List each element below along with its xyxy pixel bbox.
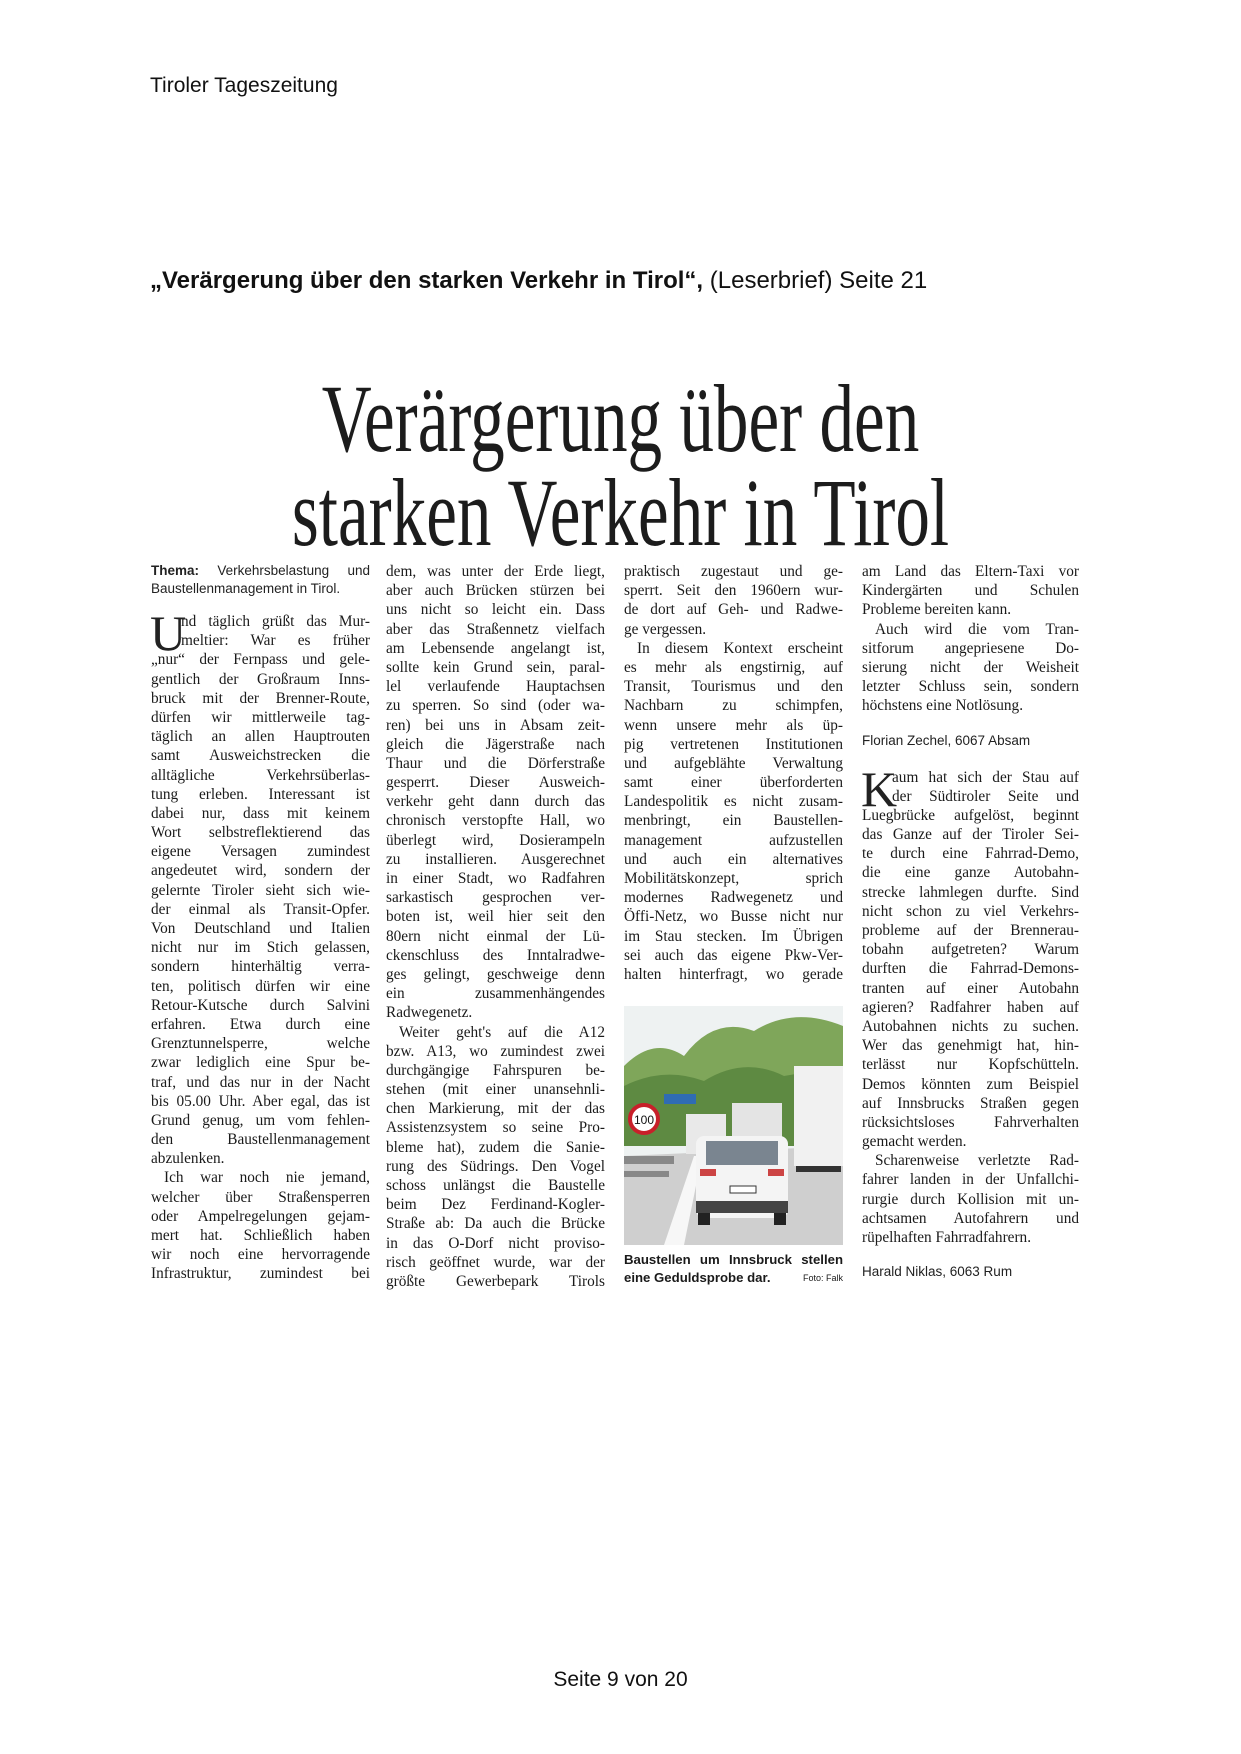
text-line: zu installieren. Ausgerechnet (386, 850, 605, 868)
text-line: traf, und das nur in der Nacht (151, 1073, 370, 1091)
text-line: Nachbarn zu schimpfen, (624, 697, 843, 715)
text-line: bleme hat), zudem die Sanie- (386, 1138, 605, 1156)
text-line: stehen (mit einer unansehnli- (386, 1081, 605, 1099)
text-line: eigene Versagen zumindest (151, 843, 370, 861)
text-line: gentlich der Großraum Inns- (151, 670, 370, 688)
text-line: modernes Radwegenetz und (624, 889, 843, 907)
text-line: Kindergärten und Schulen (862, 582, 1079, 600)
text-line: Von Deutschland und Italien (151, 920, 370, 937)
caption-text: Baustellen um Innsbruck stellen (624, 1252, 843, 1268)
text-line: probleme auf der Brennerau- (862, 922, 1079, 939)
text-line: praktisch zugestaut und ge- (624, 563, 843, 580)
text-line: te durch eine Fahrrad-Demo, (862, 845, 1079, 863)
text-line: Radwegenetz. (386, 1004, 473, 1022)
text-line: management aufzustellen (624, 831, 843, 849)
headline-line-2: starken Verkehr in Tirol (291, 459, 950, 566)
text-line: rücksichtsloses Fahrverhalten (862, 1113, 1079, 1131)
paragraph (862, 1151, 1079, 1247)
thema-text: Baustellenmanagement in Tirol. (151, 581, 341, 596)
text-line: beim Dez Ferdinand-Kogler- (386, 1196, 605, 1214)
text-line: halten hinterfragt, wo gerade (624, 965, 843, 983)
paragraph (862, 620, 1079, 716)
text-line: aber das Straßennetz vielfach (386, 620, 605, 638)
text-line: chronisch verstopfte Hall, wo (386, 812, 605, 830)
text-line: bis 05.00 Uhr. Aber egal, das ist (151, 1092, 370, 1110)
text-line: tranten auf einer Autobahn (862, 979, 1079, 997)
text-line: es mehr als engstirnig, auf (624, 658, 843, 676)
author-signature: Harald Niklas, 6063 Rum (862, 1264, 1013, 1280)
text-line: achtsamen Autofahrern und (862, 1209, 1079, 1227)
text-line: Scharenweise verletzte Rad- (875, 1152, 1079, 1170)
text-line: Ich war noch nie jemand, (164, 1169, 370, 1187)
text-line: 80ern nicht einmal der Lü- (386, 927, 605, 945)
column-2 (386, 562, 605, 1291)
caption-line (624, 1251, 843, 1269)
text-line: Grund genug, um vom fehlen- (151, 1111, 370, 1129)
text-line: sondern hinterhältig verra- (151, 958, 370, 976)
reference-suffix: (Leserbrief) Seite 21 (709, 267, 928, 294)
text-line: aber auch Brücken stürzen bei (386, 582, 605, 600)
photo-frame (624, 1006, 843, 1245)
text-line: chen Markierung, mit der das (386, 1100, 605, 1118)
text-line: überlegt wird, Dosierampeln (386, 831, 605, 849)
text-line: und aufgeblähte Verwaltung (624, 754, 843, 772)
text-line: zu sperren. So sind (oder wa- (386, 697, 605, 715)
publication-name: Tiroler Tageszeitung (150, 74, 338, 97)
text-line: wir noch eine hervorragende (151, 1246, 370, 1264)
text-line: am Lebensende angelangt ist, (386, 639, 605, 657)
text-line: alltägliche Verkehrsüberlas- (151, 766, 370, 784)
column-1 (151, 562, 370, 1284)
text-line: samt einer überforderten (624, 774, 843, 792)
text-line: Retour-Kutsche durch Salvini (151, 996, 370, 1014)
text-line: der Südtiroler Seite und (892, 787, 1079, 805)
caption-line (624, 1269, 843, 1287)
svg-text:100: 100 (633, 1113, 655, 1128)
text-line: letzter Schluss sein, sondern (862, 678, 1079, 696)
traffic-photo (624, 1006, 843, 1245)
text-line: aum hat sich der Stau auf (892, 768, 1079, 786)
text-line: menbringt, ein Baustellen- (624, 812, 843, 830)
text-line: pig vertretenen Institutionen (624, 735, 843, 753)
text-line: rüpelhaften Fahrradfahrern. (862, 1229, 1032, 1246)
thema-note (151, 562, 370, 598)
text-line: das Ganze auf der Tiroler Sei- (862, 826, 1079, 844)
photo-credit: Foto: Falk (802, 1273, 843, 1284)
text-line: höchstens eine Notlösung. (862, 697, 1024, 715)
text-line: gleich die Jägerstraße nach (386, 735, 605, 753)
text-line: Luegbrücke aufgelöst, beginnt (862, 806, 1079, 824)
text-line: ckenschluss des Inntalradwe- (386, 946, 605, 964)
text-line: Thaur und die Dörferstraße (386, 754, 605, 772)
paragraph (861, 760, 1079, 1152)
text-line: ge vergessen. (624, 620, 707, 638)
text-line: Autobahnen nichts zu suchen. (862, 1017, 1079, 1035)
text-line: wenn unsere mehr als üp- (624, 716, 843, 734)
text-line: Demos könnten zum Beispiel (862, 1075, 1079, 1093)
drop-cap: K (861, 760, 898, 817)
paragraph (624, 562, 843, 639)
text-line: nicht schon zu viel Verkehrs- (862, 902, 1079, 920)
text-line: samt Ausweichstrecken die (151, 747, 370, 765)
text-line: Transit, Tourismus und den (624, 678, 843, 696)
text-line: der einmal als Transit-Opfer. (151, 900, 370, 918)
text-line: uns nicht so leicht ein. Dass (386, 601, 605, 619)
text-line: auf Innsbrucks Straßen gegen (862, 1094, 1079, 1112)
text-line: und auch ein alternatives (624, 850, 843, 868)
text-line: zwar lediglich eine Spur be- (151, 1054, 370, 1072)
text-line: de dort auf Geh- und Radwe- (624, 601, 843, 619)
text-line: ren) bei uns in Absam zeit- (386, 716, 605, 734)
text-line: Wer das genehmigt hat, hin- (862, 1037, 1079, 1055)
text-line: agieren? Radfahrer haben auf (862, 998, 1079, 1016)
text-line: meltier: War es früher (181, 632, 370, 650)
text-line: lel verlaufende Hauptachsen (386, 678, 605, 696)
text-line: fahrer landen in der Unfallchi- (862, 1171, 1079, 1189)
text-line: gemacht werden. (862, 1133, 967, 1151)
paragraph (386, 562, 605, 1023)
text-line: rurgie durch Kollision mit un- (862, 1190, 1079, 1208)
text-line: risch geöffnet wurde, war der (386, 1253, 605, 1271)
thema-text: Verkehrsbelastung und (199, 563, 370, 578)
text-line: die eine ganze Autobahn- (862, 864, 1079, 882)
text-line: ten, politisch dürfen wir eine (151, 977, 370, 995)
text-line: bruck mit der Brenner-Route, (151, 689, 370, 707)
text-line: „nur“ der Fernpass und gele- (151, 651, 370, 669)
reference-title: „Verärgerung über den starken Verkehr in Tirol“, (150, 267, 704, 294)
text-line: sei auch das eigene Pkw-Ver- (624, 946, 843, 964)
text-line: größte Gewerbepark Tirols (386, 1272, 605, 1290)
text-line: Assistenzsystem so seine Pro- (386, 1119, 605, 1137)
text-line: oder Ampelregelungen gejam- (151, 1207, 370, 1225)
text-line: im Stau stecken. Im Übrigen (624, 927, 843, 945)
text-line: nd täglich grüßt das Mur- (181, 613, 370, 630)
text-line: nicht nur im Stich gelassen, (151, 939, 370, 957)
text-line: Infrastruktur, zumindest bei (151, 1265, 370, 1283)
text-line: den Baustellenmanagement (151, 1131, 370, 1149)
text-line: am Land das Eltern-Taxi vor (862, 563, 1079, 580)
text-line: mert hat. Schließlich haben (151, 1227, 370, 1244)
text-line: sarkastisch gesprochen ver- (386, 889, 605, 907)
text-line: bzw. A13, wo zumindest zwei (386, 1042, 605, 1060)
text-line: in einer Stadt, wo Radfahren (386, 870, 605, 887)
text-line: terlässt nur Kopfschütteln. (862, 1056, 1079, 1074)
text-line: sierung nicht der Weisheit (862, 658, 1079, 676)
text-line: durchgängige Fahrspuren be- (386, 1061, 605, 1079)
caption-text: eine Geduldsprobe dar. (624, 1270, 771, 1286)
text-line: dabei nur, dass mit keinem (151, 804, 370, 822)
text-line: durften die Fahrrad-Demons- (862, 960, 1079, 978)
author-signature: Florian Zechel, 6067 Absam (862, 732, 1031, 748)
photo-caption (624, 1251, 843, 1287)
text-line: dürfen wir mittlerweile tag- (151, 708, 370, 726)
text-line: schoss unlängst die Baustelle (386, 1177, 605, 1194)
text-line: täglich an allen Hauptrouten (151, 728, 370, 746)
text-line: abzulenken. (151, 1150, 225, 1168)
text-line: ein zusammenhängendes (386, 985, 605, 1003)
text-line: dem, was unter der Erde liegt, (386, 563, 605, 580)
paragraph (862, 562, 1079, 620)
text-line: sitforum angepriesene Do- (862, 639, 1079, 657)
text-line: tung erleben. Interessant ist (151, 785, 370, 803)
column-4 (862, 562, 1079, 1299)
paragraph (624, 639, 843, 984)
paragraph (386, 1023, 605, 1292)
page-number: Seite 9 von 20 (553, 1668, 688, 1691)
text-line: in das O-Dorf nicht proviso- (386, 1234, 605, 1252)
text-line: Grenztunnelsperre, welche (151, 1035, 370, 1053)
text-line: tobahn aufgetreten? Warum (862, 941, 1079, 959)
headline-line-1: Verärgerung über den (321, 365, 920, 472)
text-line: rung des Südrings. Den Vogel (386, 1157, 605, 1175)
text-line: sollte kein Grund sein, paral- (386, 658, 605, 676)
text-line: boten ist, weil hier seit den (386, 908, 605, 926)
text-line: sperrt. Seit den 1960ern wur- (624, 582, 843, 600)
text-line: Probleme bereiten kann. (862, 601, 1012, 619)
text-line: welcher über Straßensperren (151, 1188, 370, 1206)
text-line: gesperrt. Dieser Ausweich- (386, 774, 605, 792)
text-line: erfahren. Etwa durch eine (151, 1015, 370, 1033)
text-line: ges gelingt, geschweige denn (386, 965, 605, 983)
text-line: In diesem Kontext erscheint (637, 639, 843, 657)
text-line: Weiter geht's auf die A12 (399, 1023, 605, 1041)
column-3 (624, 562, 843, 1287)
paragraph (150, 605, 370, 1168)
text-line: gelernte Tiroler sieht sich wie- (151, 881, 370, 899)
text-line: Straße ab: Da auch die Brücke (386, 1215, 605, 1233)
thema-line (151, 580, 370, 598)
text-line: strecke lahmlegen durfte. Sind (862, 883, 1079, 901)
text-line: Wort selbstreflektierend das (151, 824, 370, 842)
text-line: Öffi-Netz, wo Busse nicht nur (624, 908, 843, 926)
thema-line (151, 562, 370, 580)
paragraph (151, 1168, 370, 1283)
text-line: verkehr geht dann durch das (386, 793, 605, 811)
text-line: angedeutet wird, sondern der (151, 862, 370, 880)
text-line: Landespolitik es nicht zusam- (624, 793, 843, 811)
article-reference (150, 267, 927, 295)
headline (0, 365, 1241, 566)
thema-label: Thema: (151, 563, 200, 578)
text-line: Auch wird die vom Tran- (875, 620, 1079, 638)
text-line: Mobilitätskonzept, sprich (624, 870, 843, 887)
drop-cap: U (150, 605, 187, 661)
